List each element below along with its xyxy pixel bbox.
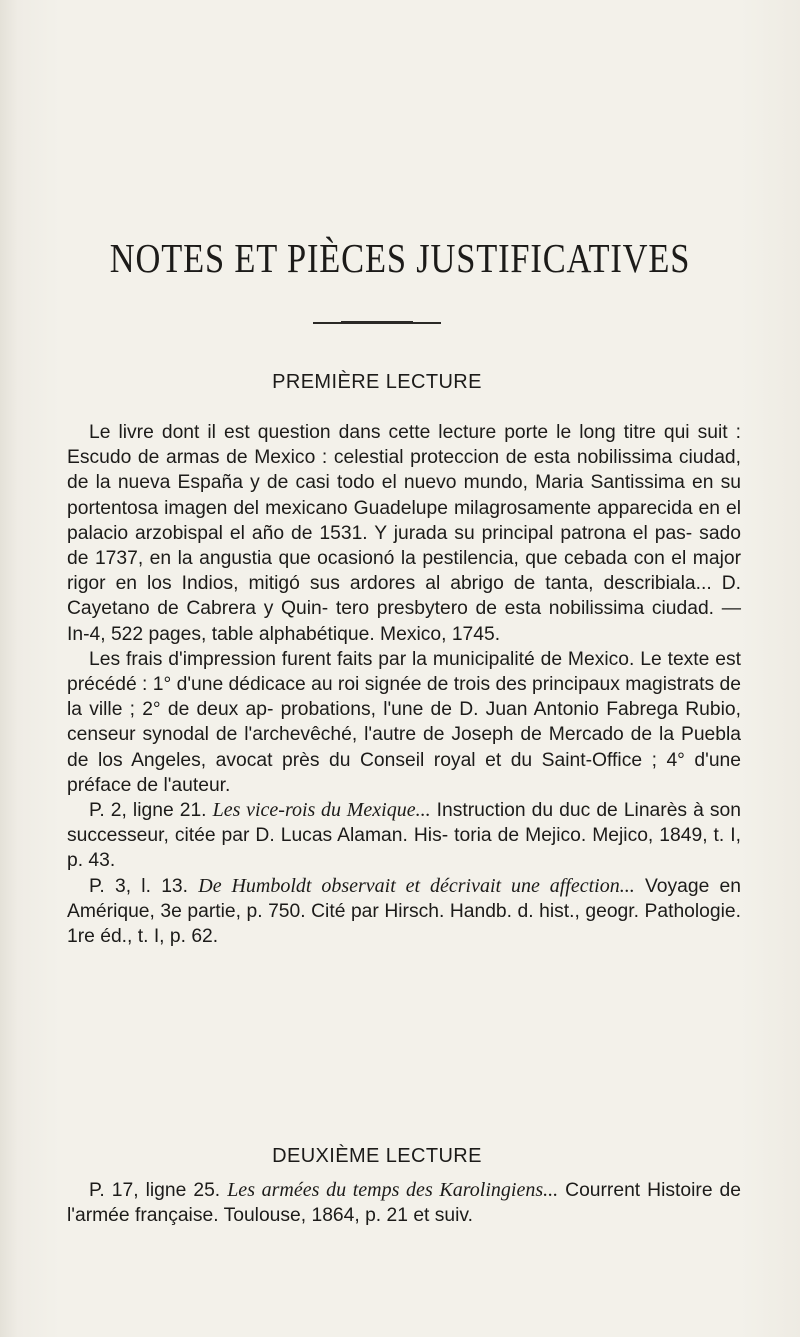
note-reference: Les frais d'impression furent faits par la municipalité de Mexico. Le texte est précédé : 1° d'une dédicace au roi signée de trois des principaux magistrats de la ville ; 2° de deux ap- probations, l'une de D. Juan Antonio Fabrega Rubio, censeur synodal de l'archevêché, l'autre de Joseph de Mercado de la Puebla de los Angeles, avocat près du Conseil royal et du Saint-Office ; 4° d'une préface de l'auteur.: [67, 648, 741, 796]
section-heading-deuxieme: DEUXIÈME LECTURE: [272, 1145, 482, 1167]
note-quote: Les vice-rois du Mexique...: [212, 799, 431, 822]
note-source: Instruction du duc de Linarès à son successeur, citée par D. Lucas Alaman. His- toria de Mejico. Mejico, 1849, t. I, p. 43.: [67, 800, 742, 872]
note-quote: Les armées du temps des Karolingiens...: [227, 1179, 559, 1201]
section-heading-premiere: PREMIÈRE LECTURE: [272, 371, 482, 393]
section-body-deuxieme: [67, 1178, 741, 1228]
page-title: NOTES ET PIÈCES JUSTIFICATIVES: [109, 235, 691, 281]
section-body-premiere: [67, 420, 741, 949]
paragraph: [67, 798, 741, 874]
note-quote: De Humboldt observait et décrivait une affection...: [198, 874, 635, 897]
note-reference: P. 3, l. 13.: [89, 875, 188, 897]
paragraph: [67, 874, 741, 950]
note-reference: P. 2, ligne 21.: [89, 800, 207, 822]
paragraph: [67, 1178, 741, 1228]
paragraph: Le livre dont il est question dans cette lecture porte le long titre qui suit : Escudo de armas de Mexico : celestial proteccion de esta nobilissima ciudad, de la nueva España y de casi todo el nuevo mundo, Maria Santissima en su portentosa imagen del mexicano Guadelupe milagrosamente apparecida en el palacio arzobispal el año de 1531. Y jurada su principal patrona el pas- sado de 1737, en la angustia que ocasionó la pestilencia, que cebada con el major rigor en los Indios, mitigó sus ardores al abrigo de tanta, describiala... D. Cayetano de Cabrera y Quin- tero presbytero de esta nobilissima ciudad. — In-4, 522 pages, table alphabétique. Mexico, 1745.: [67, 422, 741, 645]
note-source: Voyage en Amérique, 3e partie, p. 750. Cité par Hirsch. Handb. d. hist., geogr. Pathologie. 1re éd., t. I, p. 62.: [67, 875, 741, 948]
note-source: Courrent Histoire de l'armée française. Toulouse, 1864, p. 21 et suiv.: [67, 1180, 742, 1227]
note-reference: P. 17, ligne 25.: [89, 1180, 221, 1201]
title-rule-center: [341, 321, 413, 324]
paragraph: [67, 647, 741, 798]
